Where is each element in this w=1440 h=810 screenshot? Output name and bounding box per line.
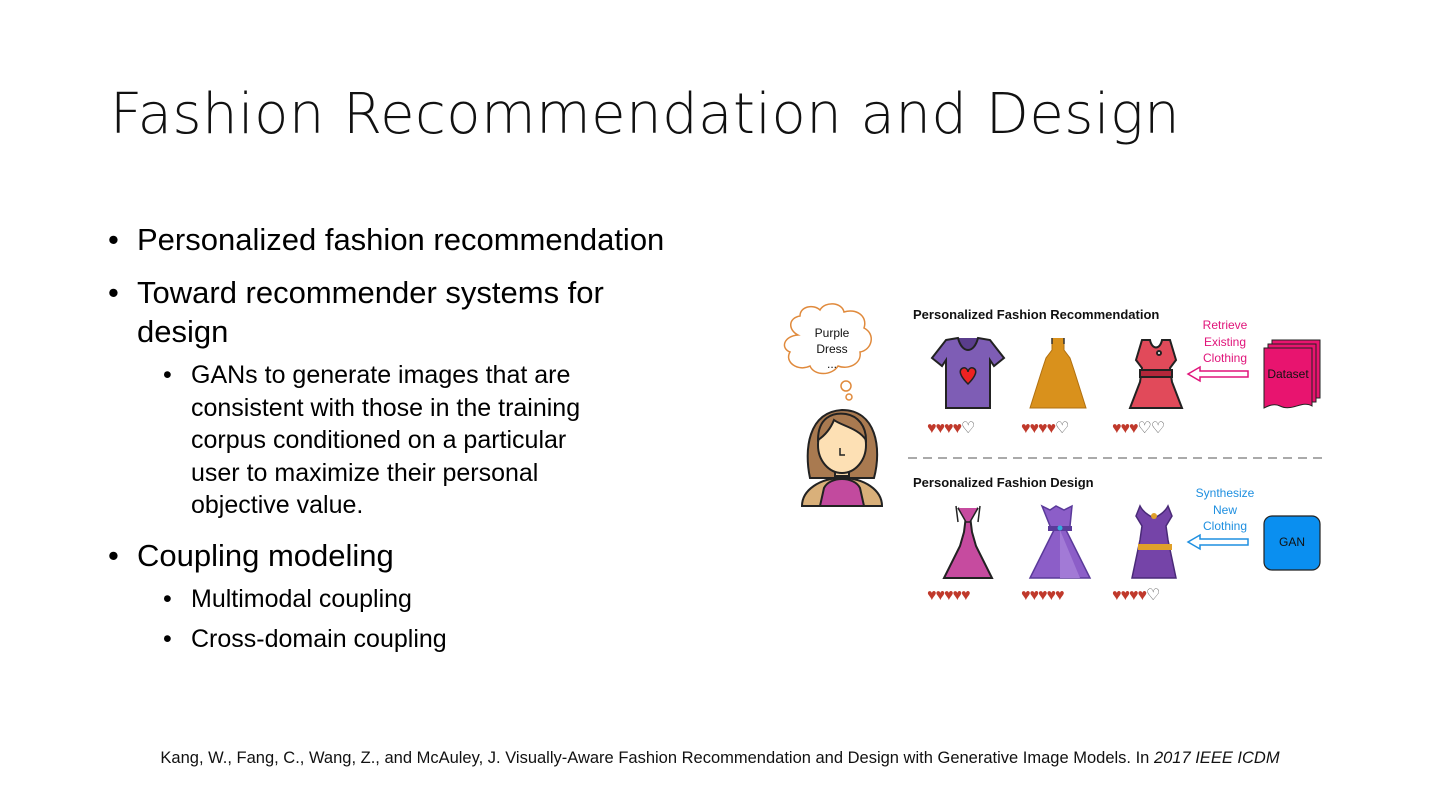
retrieve-line: Retrieve bbox=[1202, 318, 1248, 332]
dress-icon bbox=[1130, 340, 1182, 408]
retrieve-label bbox=[1190, 317, 1260, 367]
design-heading: Personalized Fashion Design bbox=[913, 475, 1094, 490]
heart-filled-icon: ♥ bbox=[1029, 587, 1038, 604]
arrow-left-icon bbox=[1188, 367, 1248, 381]
heart-empty-icon: ♡ bbox=[1150, 420, 1165, 437]
synthesize-line: Clothing bbox=[1202, 519, 1248, 533]
heart-filled-icon: ♥ bbox=[1120, 587, 1129, 604]
thought-text bbox=[802, 326, 862, 373]
heart-filled-icon: ♥ bbox=[1112, 587, 1121, 604]
heart-filled-icon: ♥ bbox=[1112, 420, 1121, 437]
reference-citation bbox=[0, 749, 1440, 768]
bullet-item: • Personalized fashion recommendation bbox=[108, 220, 728, 259]
rating-hearts bbox=[927, 421, 974, 437]
heart-filled-icon: ♥ bbox=[1021, 420, 1030, 437]
heart-filled-icon: ♥ bbox=[1137, 587, 1146, 604]
sub-bullet-item: • Cross-domain coupling bbox=[108, 623, 621, 656]
tshirt-icon bbox=[932, 338, 1004, 408]
heart-empty-icon: ♡ bbox=[1055, 420, 1069, 437]
heart-filled-icon: ♥ bbox=[1129, 587, 1138, 604]
slide-title: Fashion Recommendation and Design bbox=[110, 82, 1181, 147]
heart-filled-icon: ♥ bbox=[944, 587, 953, 604]
rating-hearts bbox=[927, 588, 970, 604]
heart-filled-icon: ♥ bbox=[961, 587, 970, 604]
bullet-text: design bbox=[137, 314, 229, 349]
heart-filled-icon: ♥ bbox=[944, 420, 953, 437]
reference-text: Kang, W., Fang, C., Wang, Z., and McAuley, J. Visually-Aware Fashion Recommendation and Design with Generative Image Models. In bbox=[160, 749, 1154, 767]
rating-hearts bbox=[1112, 421, 1164, 437]
heart-filled-icon: ♥ bbox=[1038, 587, 1047, 604]
rating-hearts bbox=[1021, 588, 1064, 604]
heart-filled-icon: ♥ bbox=[927, 587, 936, 604]
sub-bullet-item: • Multimodal coupling bbox=[108, 583, 621, 616]
retrieve-line: Clothing bbox=[1202, 351, 1248, 365]
gan-label: GAN bbox=[1278, 535, 1305, 549]
heart-filled-icon: ♥ bbox=[1046, 587, 1055, 604]
recommendation-heading: Personalized Fashion Recommendation bbox=[913, 307, 1160, 322]
heart-empty-icon: ♡ bbox=[1137, 420, 1151, 437]
heart-filled-icon: ♥ bbox=[1029, 420, 1038, 437]
dataset-label: Dataset bbox=[1267, 367, 1309, 381]
heart-filled-icon: ♥ bbox=[952, 420, 961, 437]
rating-hearts bbox=[1021, 421, 1068, 437]
heart-filled-icon: ♥ bbox=[1129, 420, 1138, 437]
heart-filled-icon: ♥ bbox=[1055, 587, 1064, 604]
heart-filled-icon: ♥ bbox=[1021, 587, 1030, 604]
woman-avatar-icon bbox=[802, 410, 882, 506]
synthesize-line: New bbox=[1212, 502, 1237, 517]
rating-hearts bbox=[1112, 588, 1159, 604]
dress-icon bbox=[1030, 338, 1086, 408]
synthesize-line: Synthesize bbox=[1195, 486, 1255, 500]
heart-filled-icon: ♥ bbox=[1038, 420, 1047, 437]
thought-line: ... bbox=[826, 357, 837, 371]
heart-filled-icon: ♥ bbox=[1046, 420, 1055, 437]
heart-empty-icon: ♡ bbox=[1146, 587, 1160, 604]
synthesize-label bbox=[1190, 485, 1260, 535]
reference-venue: 2017 IEEE ICDM bbox=[1153, 749, 1280, 767]
bullet-text: Toward recommender systems for bbox=[137, 275, 604, 310]
dress-icon bbox=[944, 506, 992, 578]
heart-empty-icon: ♡ bbox=[961, 420, 975, 437]
sub-bullet-item: • GANs to generate images that are consistent with those in the training corpus conditioned on a particular user to maximize their personal objective value. bbox=[108, 359, 621, 522]
bullet-item bbox=[108, 273, 728, 351]
retrieve-line: Existing bbox=[1203, 334, 1247, 349]
heart-filled-icon: ♥ bbox=[927, 420, 936, 437]
dress-icon bbox=[1132, 506, 1176, 578]
heart-filled-icon: ♥ bbox=[935, 420, 944, 437]
bullet-item: • Coupling modeling bbox=[108, 536, 728, 575]
thought-line: Purple bbox=[814, 326, 850, 340]
heart-filled-icon: ♥ bbox=[952, 587, 961, 604]
heart-filled-icon: ♥ bbox=[1120, 420, 1129, 437]
heart-filled-icon: ♥ bbox=[935, 587, 944, 604]
dress-icon bbox=[1030, 506, 1090, 578]
bullet-list bbox=[108, 220, 728, 664]
figure-recommendation-design bbox=[780, 300, 1330, 620]
thought-line: Dress bbox=[816, 341, 848, 356]
arrow-left-icon bbox=[1188, 535, 1248, 549]
